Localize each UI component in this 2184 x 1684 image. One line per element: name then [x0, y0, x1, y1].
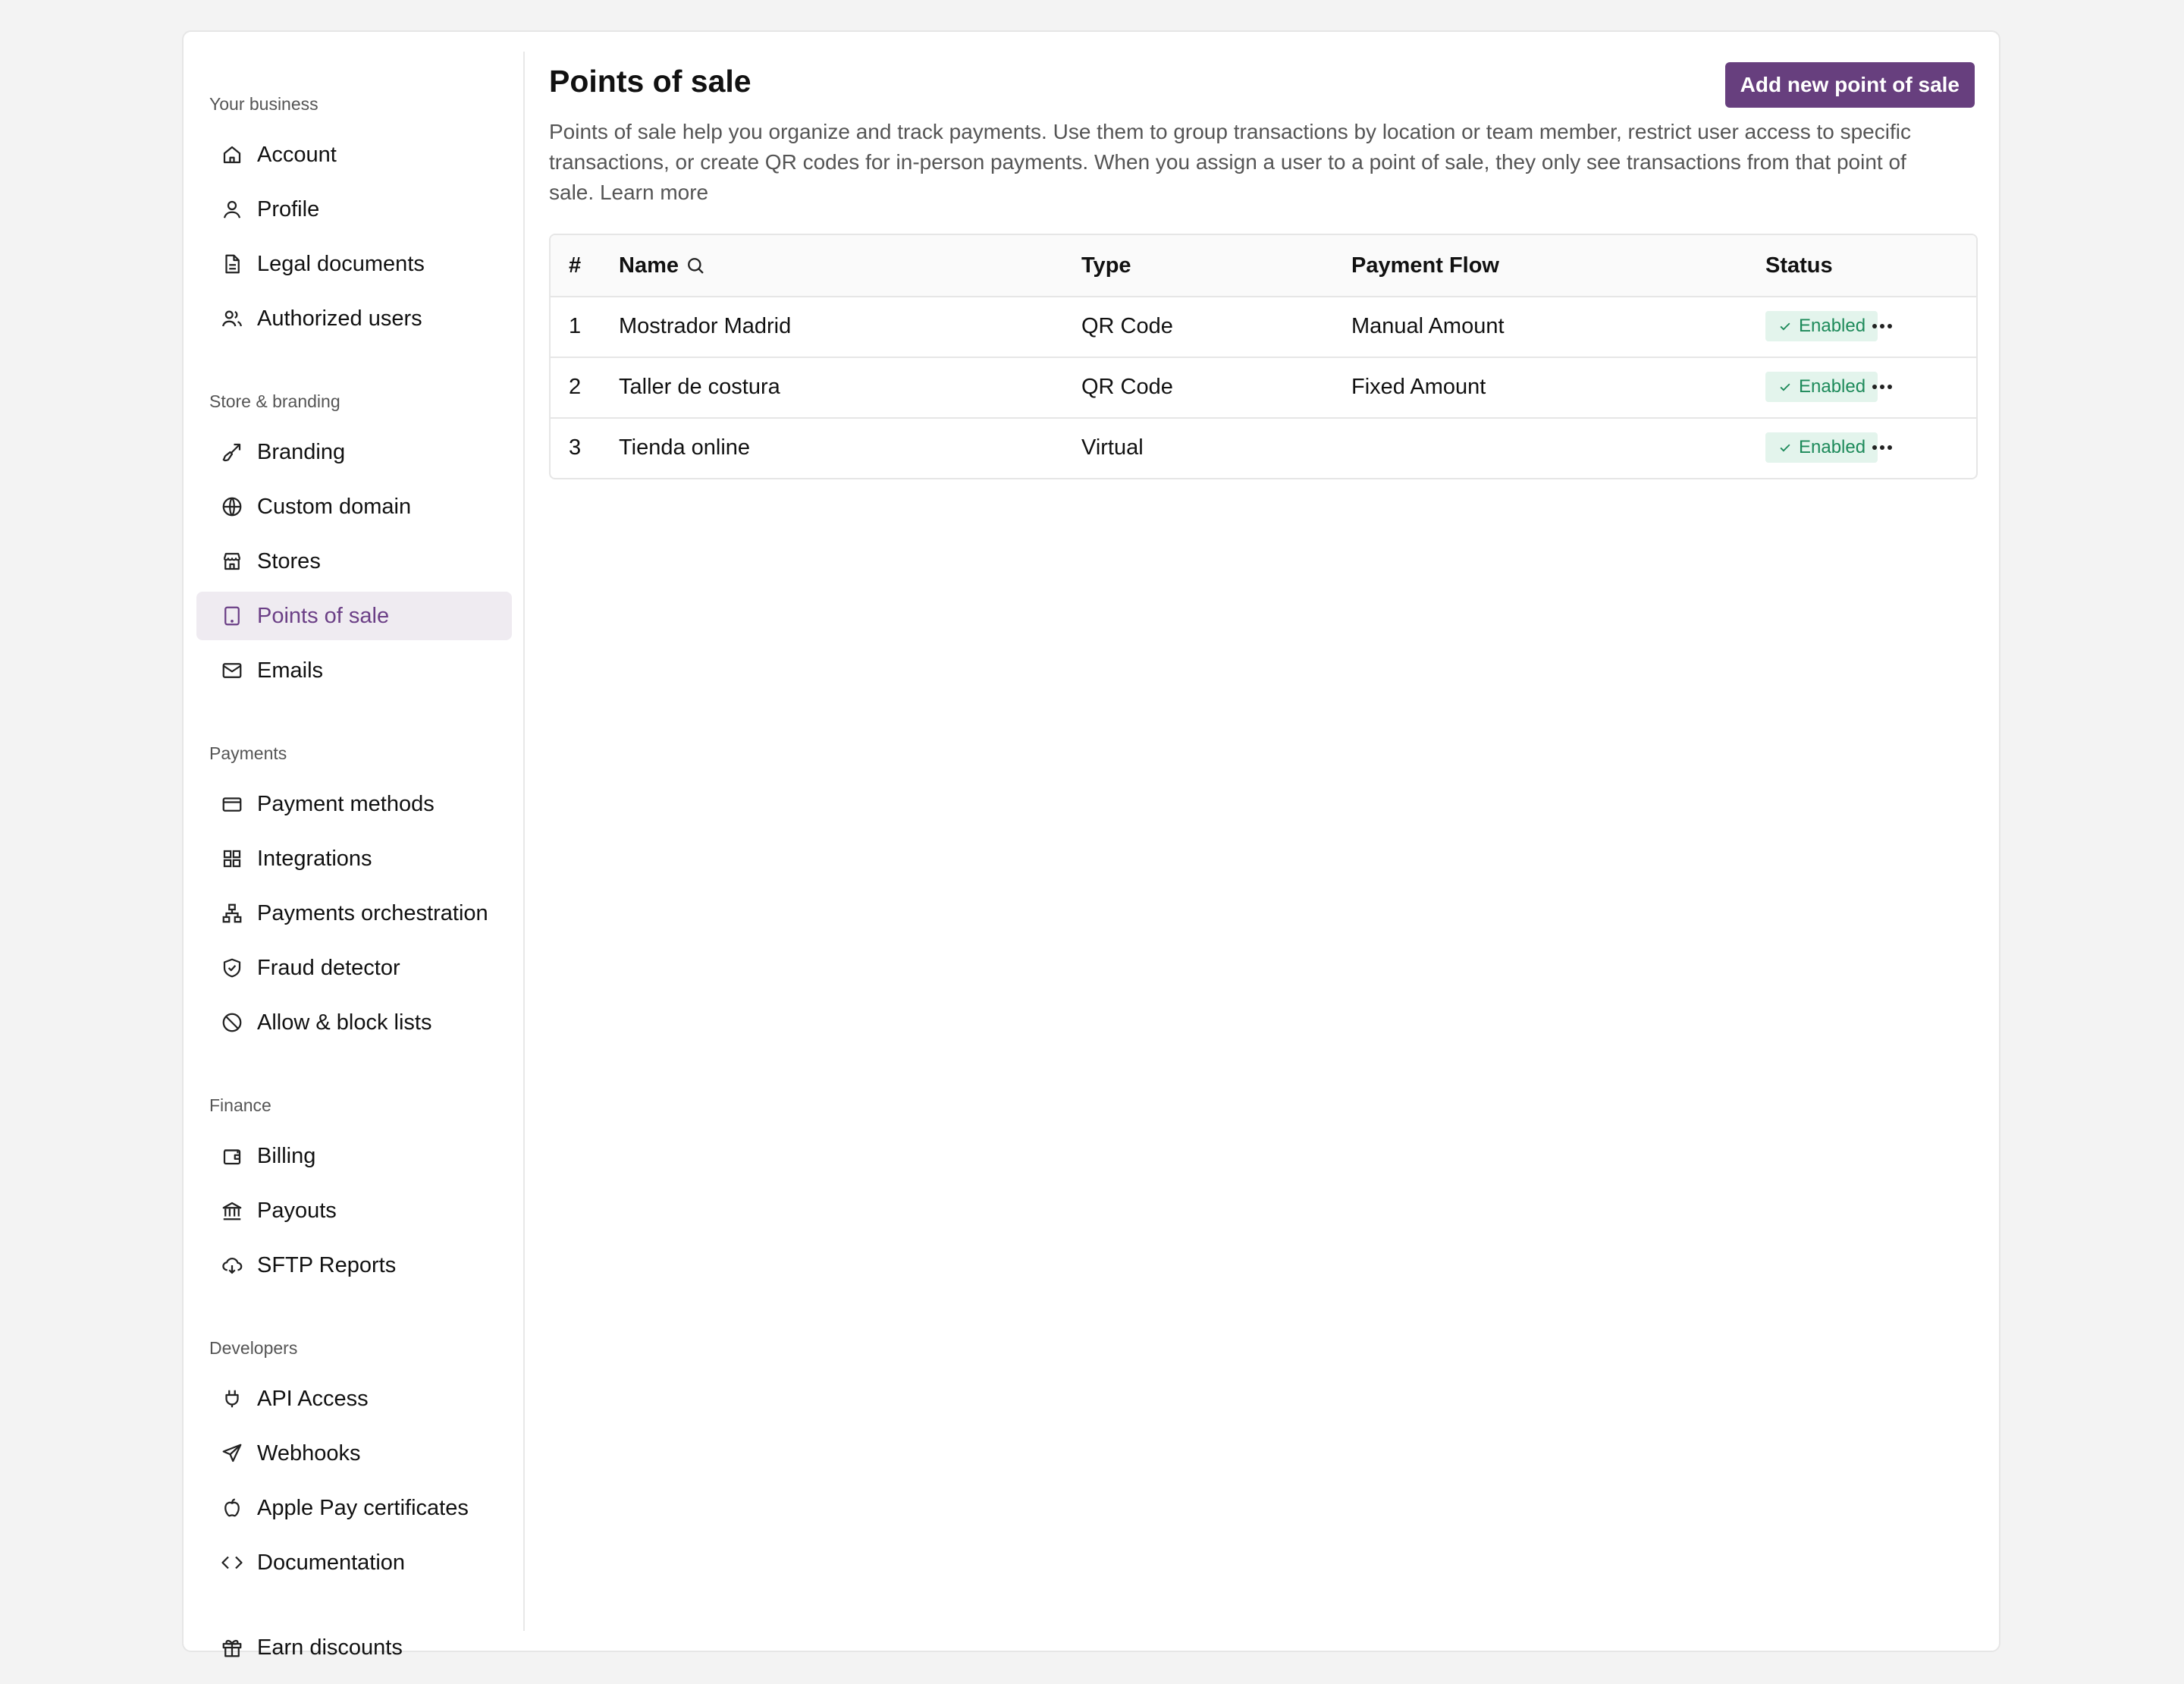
- page-title: Points of sale: [549, 64, 752, 99]
- sidebar-item-earn-discounts[interactable]: [196, 1623, 512, 1672]
- settings-card: [182, 30, 2000, 1660]
- sidebar-item-integrations[interactable]: [196, 834, 512, 883]
- header-payment-flow: Payment Flow: [1351, 253, 1499, 278]
- sidebar-item-label: Webhooks: [257, 1441, 361, 1466]
- sidebar-item-label: Payouts: [257, 1198, 337, 1223]
- apple-icon: [221, 1497, 243, 1519]
- bank-icon: [221, 1199, 243, 1222]
- sidebar-item-label: API Access: [257, 1386, 369, 1411]
- row-number: 3: [569, 435, 582, 460]
- credit-card-icon: [221, 793, 243, 815]
- ban-icon: [221, 1011, 243, 1034]
- sidebar-item-label: Fraud detector: [257, 955, 400, 980]
- users-icon: [221, 307, 243, 330]
- sidebar-item-label: Points of sale: [257, 603, 390, 628]
- table-header: [551, 235, 1976, 297]
- header-type: Type: [1081, 253, 1131, 278]
- main-content: [549, 32, 1975, 1651]
- sidebar-item-custom-domain[interactable]: [196, 482, 512, 531]
- row-name: Taller de costura: [619, 374, 780, 399]
- sidebar-item-payment-methods[interactable]: [196, 780, 512, 828]
- tablet-icon: [221, 605, 243, 627]
- sidebar-item-label: Stores: [257, 548, 321, 573]
- description-text: Points of sale help you organize and track payments. Use them to group transactions by location or team member, restrict user access to specific transactions, or create QR codes for in-person payments. When you assign a user to a point of sale, they only see transactions from that point of sale.: [549, 120, 1911, 204]
- home-icon: [221, 143, 243, 166]
- paintbrush-icon: [221, 441, 243, 463]
- sidebar-item-label: Branding: [257, 439, 346, 464]
- cloud-download-icon: [221, 1254, 243, 1277]
- plug-icon: [221, 1387, 243, 1410]
- status-text: Enabled: [1799, 316, 1866, 336]
- grid-icon: [221, 847, 243, 870]
- sidebar-item-billing[interactable]: [196, 1132, 512, 1180]
- sidebar-item-authorized-users[interactable]: [196, 294, 512, 343]
- user-icon: [221, 198, 243, 221]
- add-point-of-sale-button[interactable]: Add new point of sale: [1725, 62, 1975, 108]
- more-options-icon[interactable]: [1859, 417, 1905, 478]
- row-type: QR Code: [1081, 313, 1173, 338]
- sidebar-item-documentation[interactable]: [196, 1538, 512, 1587]
- sidebar-item-label: Profile: [257, 196, 320, 221]
- sidebar-item-label: Custom domain: [257, 494, 412, 519]
- row-type: QR Code: [1081, 374, 1173, 399]
- sidebar-item-stores[interactable]: [196, 537, 512, 586]
- table-row[interactable]: [551, 357, 1976, 419]
- sidebar-item-branding[interactable]: [196, 428, 512, 476]
- sidebar-item-label: Authorized users: [257, 306, 422, 331]
- section-label-developers: Developers: [209, 1338, 298, 1358]
- sidebar-item-label: Emails: [257, 658, 324, 683]
- sidebar-item-label: Apple Pay certificates: [257, 1495, 469, 1520]
- sidebar-item-label: Account: [257, 142, 337, 167]
- sidebar-item-sftp-reports[interactable]: [196, 1241, 512, 1290]
- more-options-icon[interactable]: [1859, 357, 1905, 417]
- status-text: Enabled: [1799, 437, 1866, 457]
- store-icon: [221, 550, 243, 573]
- section-label-finance: Finance: [209, 1095, 271, 1115]
- sidebar-item-payments-orchestration[interactable]: [196, 889, 512, 938]
- sidebar-item-label: Earn discounts: [257, 1635, 403, 1660]
- table-row[interactable]: [551, 417, 1976, 478]
- section-label-store-branding: Store & branding: [209, 391, 340, 411]
- header-status: Status: [1765, 253, 1833, 278]
- sidebar-item-label: SFTP Reports: [257, 1252, 397, 1277]
- mail-icon: [221, 659, 243, 682]
- row-payment-flow: Manual Amount: [1351, 313, 1505, 338]
- status-text: Enabled: [1799, 376, 1866, 397]
- sidebar-item-label: Integrations: [257, 846, 372, 871]
- sidebar-item-label: Payments orchestration: [257, 900, 488, 925]
- sidebar-item-emails[interactable]: [196, 646, 512, 695]
- table-row[interactable]: [551, 296, 1976, 358]
- points-of-sale-table: [549, 234, 1978, 479]
- search-icon[interactable]: [685, 255, 706, 276]
- row-name: Tienda online: [619, 435, 751, 460]
- sidebar-item-webhooks[interactable]: [196, 1429, 512, 1478]
- section-label-your-business: Your business: [209, 94, 318, 114]
- send-icon: [221, 1442, 243, 1465]
- sidebar-item-api-access[interactable]: [196, 1375, 512, 1423]
- sidebar-item-payouts[interactable]: [196, 1186, 512, 1235]
- row-payment-flow: Fixed Amount: [1351, 374, 1486, 399]
- header-name-label: Name: [619, 253, 679, 278]
- sidebar-item-label: Payment methods: [257, 791, 435, 816]
- sidebar-item-label: Legal documents: [257, 251, 425, 276]
- more-options-icon[interactable]: [1859, 296, 1905, 357]
- header-number: #: [569, 253, 582, 278]
- sidebar-item-label: Billing: [257, 1143, 316, 1168]
- row-name: Mostrador Madrid: [619, 313, 792, 338]
- sidebar-item-label: Documentation: [257, 1550, 406, 1575]
- sidebar-item-apple-pay-certificates[interactable]: [196, 1484, 512, 1532]
- network-icon: [221, 902, 243, 925]
- sidebar-item-fraud-detector[interactable]: [196, 944, 512, 992]
- learn-more-link[interactable]: Learn more: [599, 181, 709, 204]
- row-number: 1: [569, 313, 582, 338]
- check-icon: [1778, 379, 1793, 394]
- sidebar-item-points-of-sale[interactable]: [196, 592, 512, 640]
- sidebar-item-account[interactable]: [196, 130, 512, 179]
- globe-icon: [221, 495, 243, 518]
- code-icon: [221, 1551, 243, 1574]
- gift-icon: [221, 1636, 243, 1659]
- row-number: 2: [569, 374, 582, 399]
- check-icon: [1778, 319, 1793, 334]
- section-label-payments: Payments: [209, 743, 287, 763]
- wallet-icon: [221, 1145, 243, 1167]
- shield-check-icon: [221, 957, 243, 979]
- sidebar-item-allow-block-lists[interactable]: [196, 998, 512, 1047]
- header-name: [619, 235, 706, 296]
- sidebar-item-profile[interactable]: [196, 185, 512, 234]
- page-description: [549, 117, 1944, 208]
- check-icon: [1778, 440, 1793, 455]
- settings-sidebar: [184, 52, 525, 1660]
- row-type: Virtual: [1081, 435, 1144, 460]
- sidebar-item-legal-documents[interactable]: [196, 240, 512, 288]
- sidebar-item-label: Allow & block lists: [257, 1010, 432, 1035]
- document-icon: [221, 253, 243, 275]
